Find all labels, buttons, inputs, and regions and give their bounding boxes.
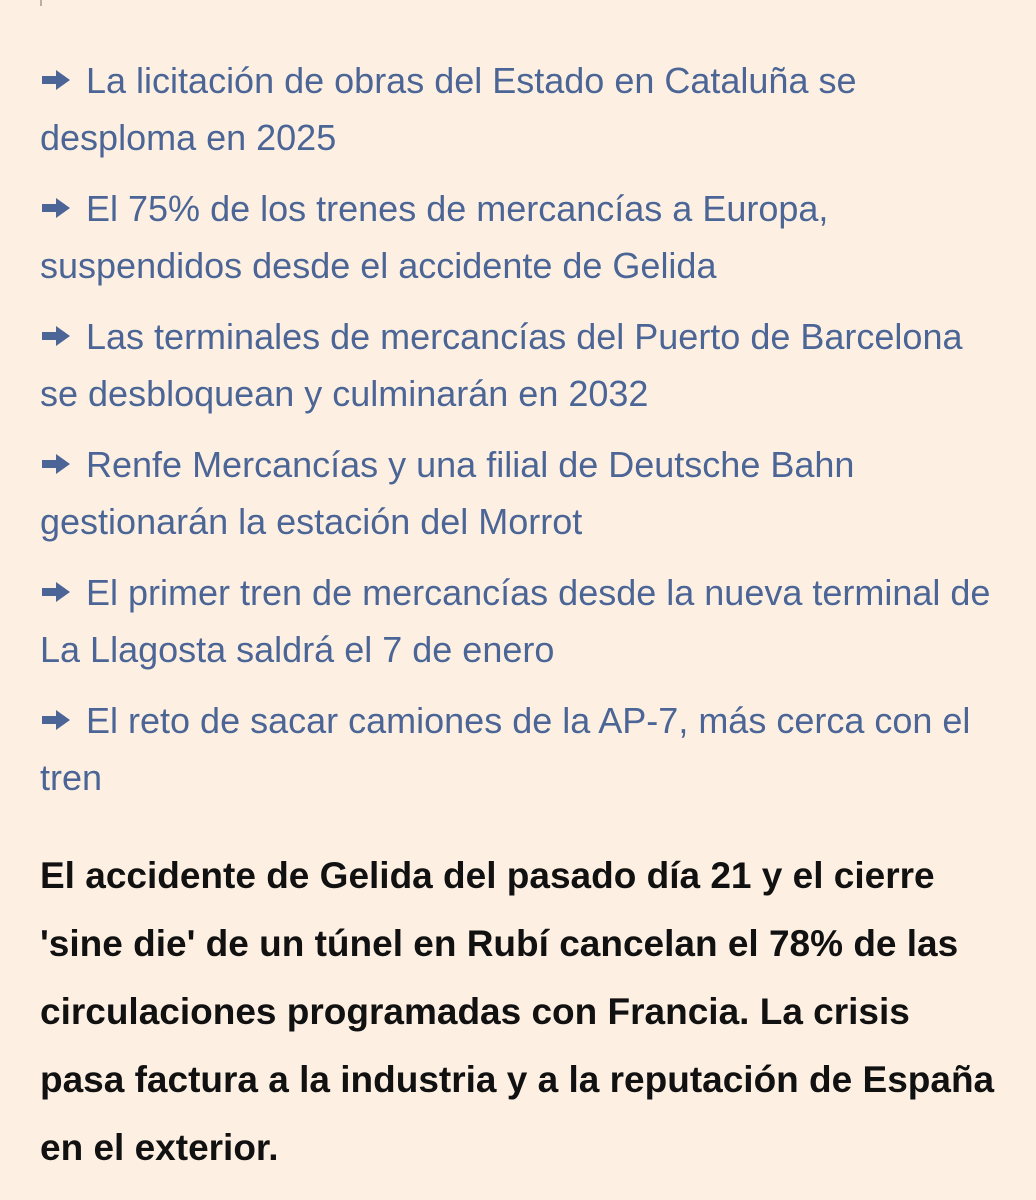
related-link-item[interactable]: [40, 180, 996, 294]
arrow-right-icon: [40, 69, 72, 91]
related-link[interactable]: Las terminales de mercancías del Puerto de Barcelona se desbloquean y culminarán en 2032: [40, 316, 963, 414]
arrow-right-icon: [40, 709, 72, 731]
related-link[interactable]: El reto de sacar camiones de la AP-7, más cerca con el tren: [40, 700, 971, 798]
related-link[interactable]: El primer tren de mercancías desde la nueva terminal de La Llagosta saldrá el 7 de enero: [40, 572, 991, 670]
arrow-right-icon: [40, 453, 72, 475]
arrow-right-icon: [40, 197, 72, 219]
lead-paragraph: El accidente de Gelida del pasado día 21 y el cierre 'sine die' de un túnel en Rubí cancelan el 78% de las circulaciones programadas con Francia. La crisis pasa factura a la industria y a la reputación de España en el exterior.: [40, 855, 995, 1168]
related-link-item[interactable]: [40, 436, 996, 550]
divider: [40, 0, 42, 6]
related-links-list: [40, 52, 996, 806]
related-link-item[interactable]: [40, 692, 996, 806]
arrow-right-icon: [40, 581, 72, 603]
related-link[interactable]: La licitación de obras del Estado en Cataluña se desploma en 2025: [40, 60, 857, 158]
related-link-item[interactable]: [40, 308, 996, 422]
related-link[interactable]: Renfe Mercancías y una filial de Deutsche Bahn gestionarán la estación del Morrot: [40, 444, 855, 542]
related-link-item[interactable]: [40, 564, 996, 678]
related-link-item[interactable]: [40, 52, 996, 166]
arrow-right-icon: [40, 325, 72, 347]
related-link[interactable]: El 75% de los trenes de mercancías a Europa, suspendidos desde el accidente de Gelida: [40, 188, 829, 286]
